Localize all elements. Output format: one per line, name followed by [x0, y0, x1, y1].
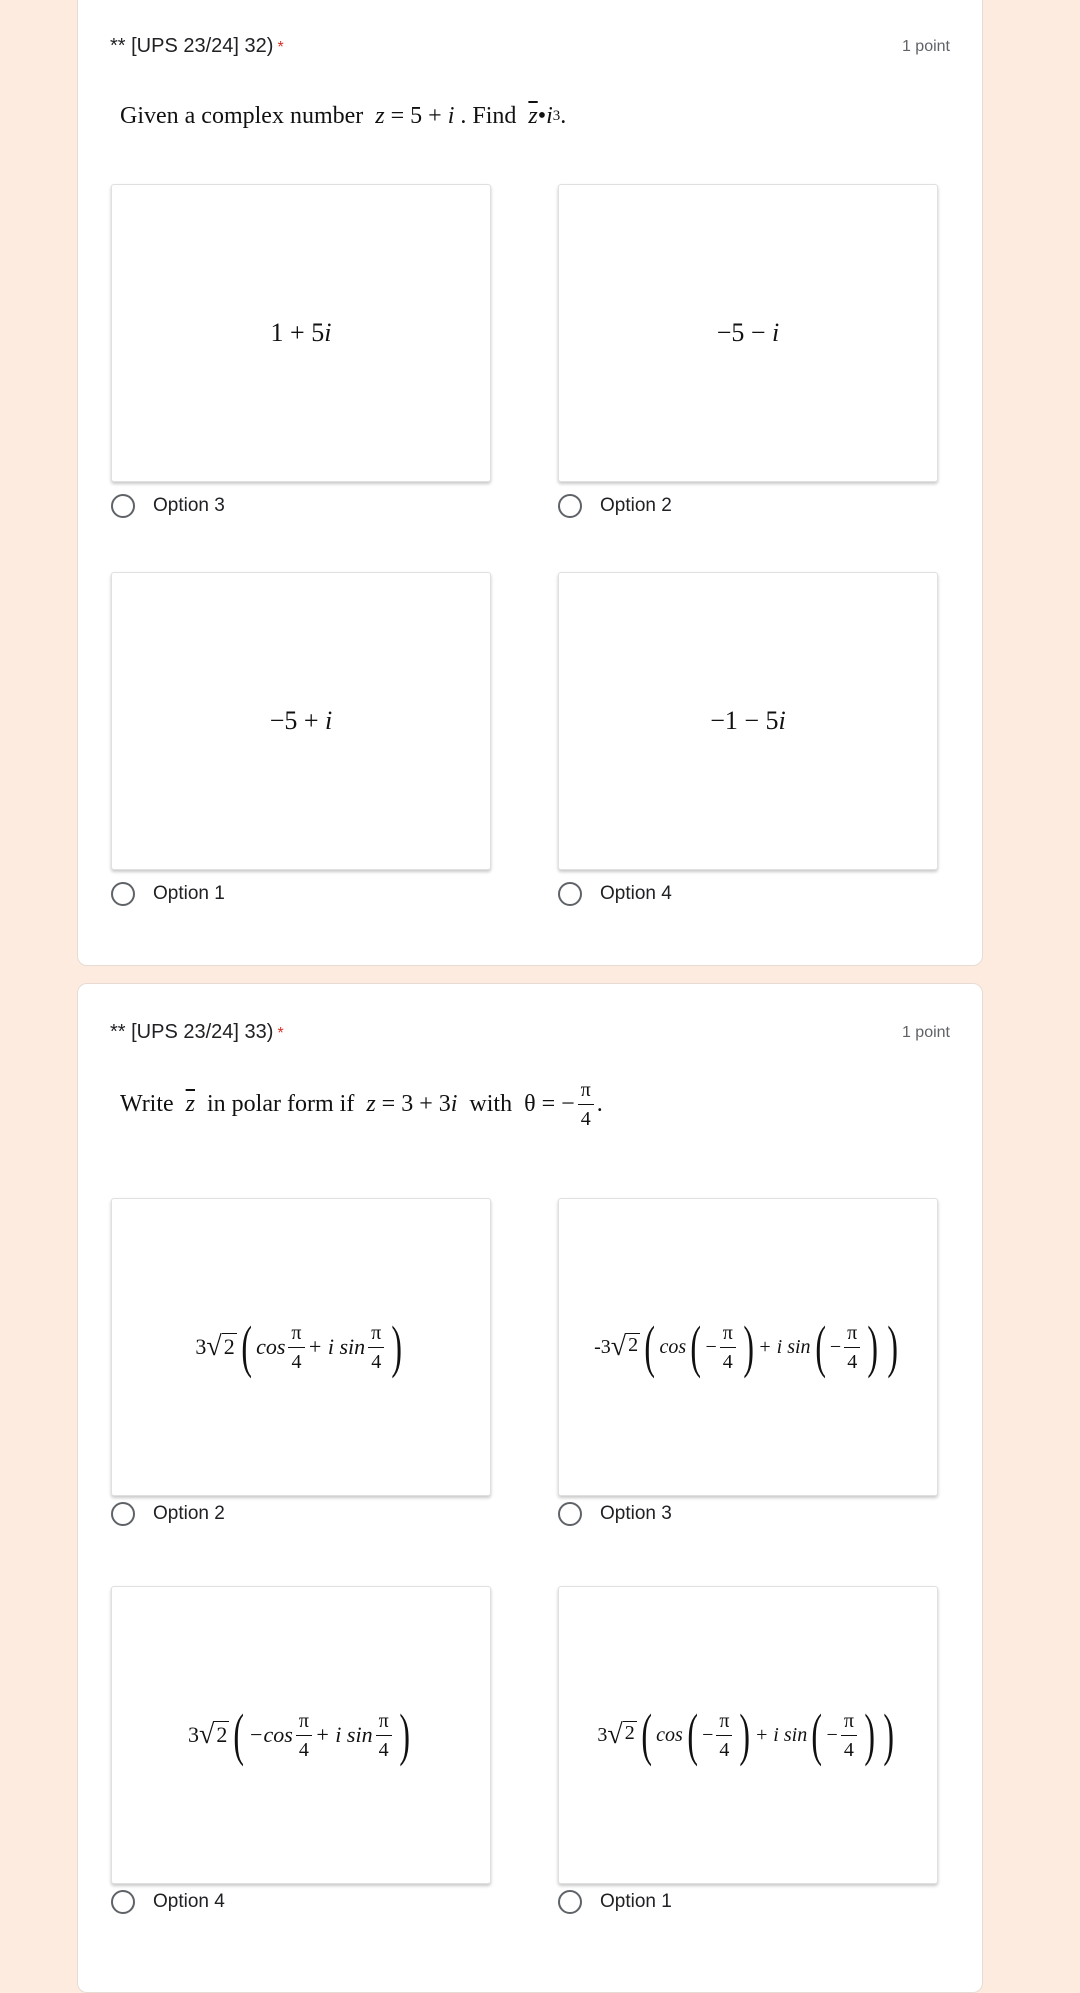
required-asterisk: * [277, 1025, 284, 1042]
option-choice-4[interactable]: Option 4 [111, 1887, 225, 1917]
option-choice-1[interactable]: Option 1 [558, 1887, 672, 1917]
option-image-2[interactable]: −5 − i [558, 184, 938, 482]
question-header [110, 1021, 950, 1051]
radio-button[interactable] [558, 882, 582, 906]
question-card-33 [77, 983, 983, 1993]
option-image-4[interactable]: 3 √ 2 ( −cos $\frac{\pi}{4}$ + i sin $\frac{\pi}{4}$ ) [111, 1586, 491, 1884]
question-points: 1 point [901, 1024, 950, 1041]
option-image-3[interactable]: -3 √ 2 ( cos ( − $\frac{\pi}{4}$ ) + i sin ( − $\frac{\pi}{4}$ ) ) [558, 1198, 938, 1496]
question-prompt-image: Write $\overline{z}$ in polar form if z = 3 + 3 i with θ = − $\frac{\pi}{4}$ . [120, 1079, 603, 1130]
radio-button[interactable] [111, 882, 135, 906]
question-prompt-image: Given a complex number z = 5 + i . Find $\overline{z}$ • i 3 . [120, 103, 567, 129]
radio-button[interactable] [111, 1502, 135, 1526]
required-asterisk: * [277, 39, 284, 56]
radio-button[interactable] [558, 1502, 582, 1526]
option-image-3[interactable]: 1 + 5 i [111, 184, 491, 482]
radio-button[interactable] [558, 1890, 582, 1914]
radio-button[interactable] [111, 1890, 135, 1914]
radio-button[interactable] [111, 494, 135, 518]
question-title: ** [UPS 23/24] 32) [110, 35, 274, 57]
option-image-1[interactable]: 3 √ 2 ( cos ( − $\frac{\pi}{4}$ ) + i sin ( − $\frac{\pi}{4}$ ) ) [558, 1586, 938, 1884]
option-choice-1[interactable]: Option 1 [111, 879, 225, 909]
radio-button[interactable] [558, 494, 582, 518]
option-choice-2[interactable]: Option 2 [558, 491, 672, 521]
question-card-32 [77, 0, 983, 966]
option-image-2[interactable]: 3 √ 2 ( cos $\frac{\pi}{4}$ + i sin $\frac{\pi}{4}$ ) [111, 1198, 491, 1496]
option-image-4[interactable]: −1 − 5 i [558, 572, 938, 870]
option-choice-4[interactable]: Option 4 [558, 879, 672, 909]
option-image-1[interactable]: −5 + i [111, 572, 491, 870]
option-choice-3[interactable]: Option 3 [558, 1499, 672, 1529]
question-points: 1 point [901, 38, 950, 55]
option-choice-2[interactable]: Option 2 [111, 1499, 225, 1529]
question-title: ** [UPS 23/24] 33) [110, 1021, 274, 1043]
question-header [110, 35, 950, 65]
option-choice-3[interactable]: Option 3 [111, 491, 225, 521]
